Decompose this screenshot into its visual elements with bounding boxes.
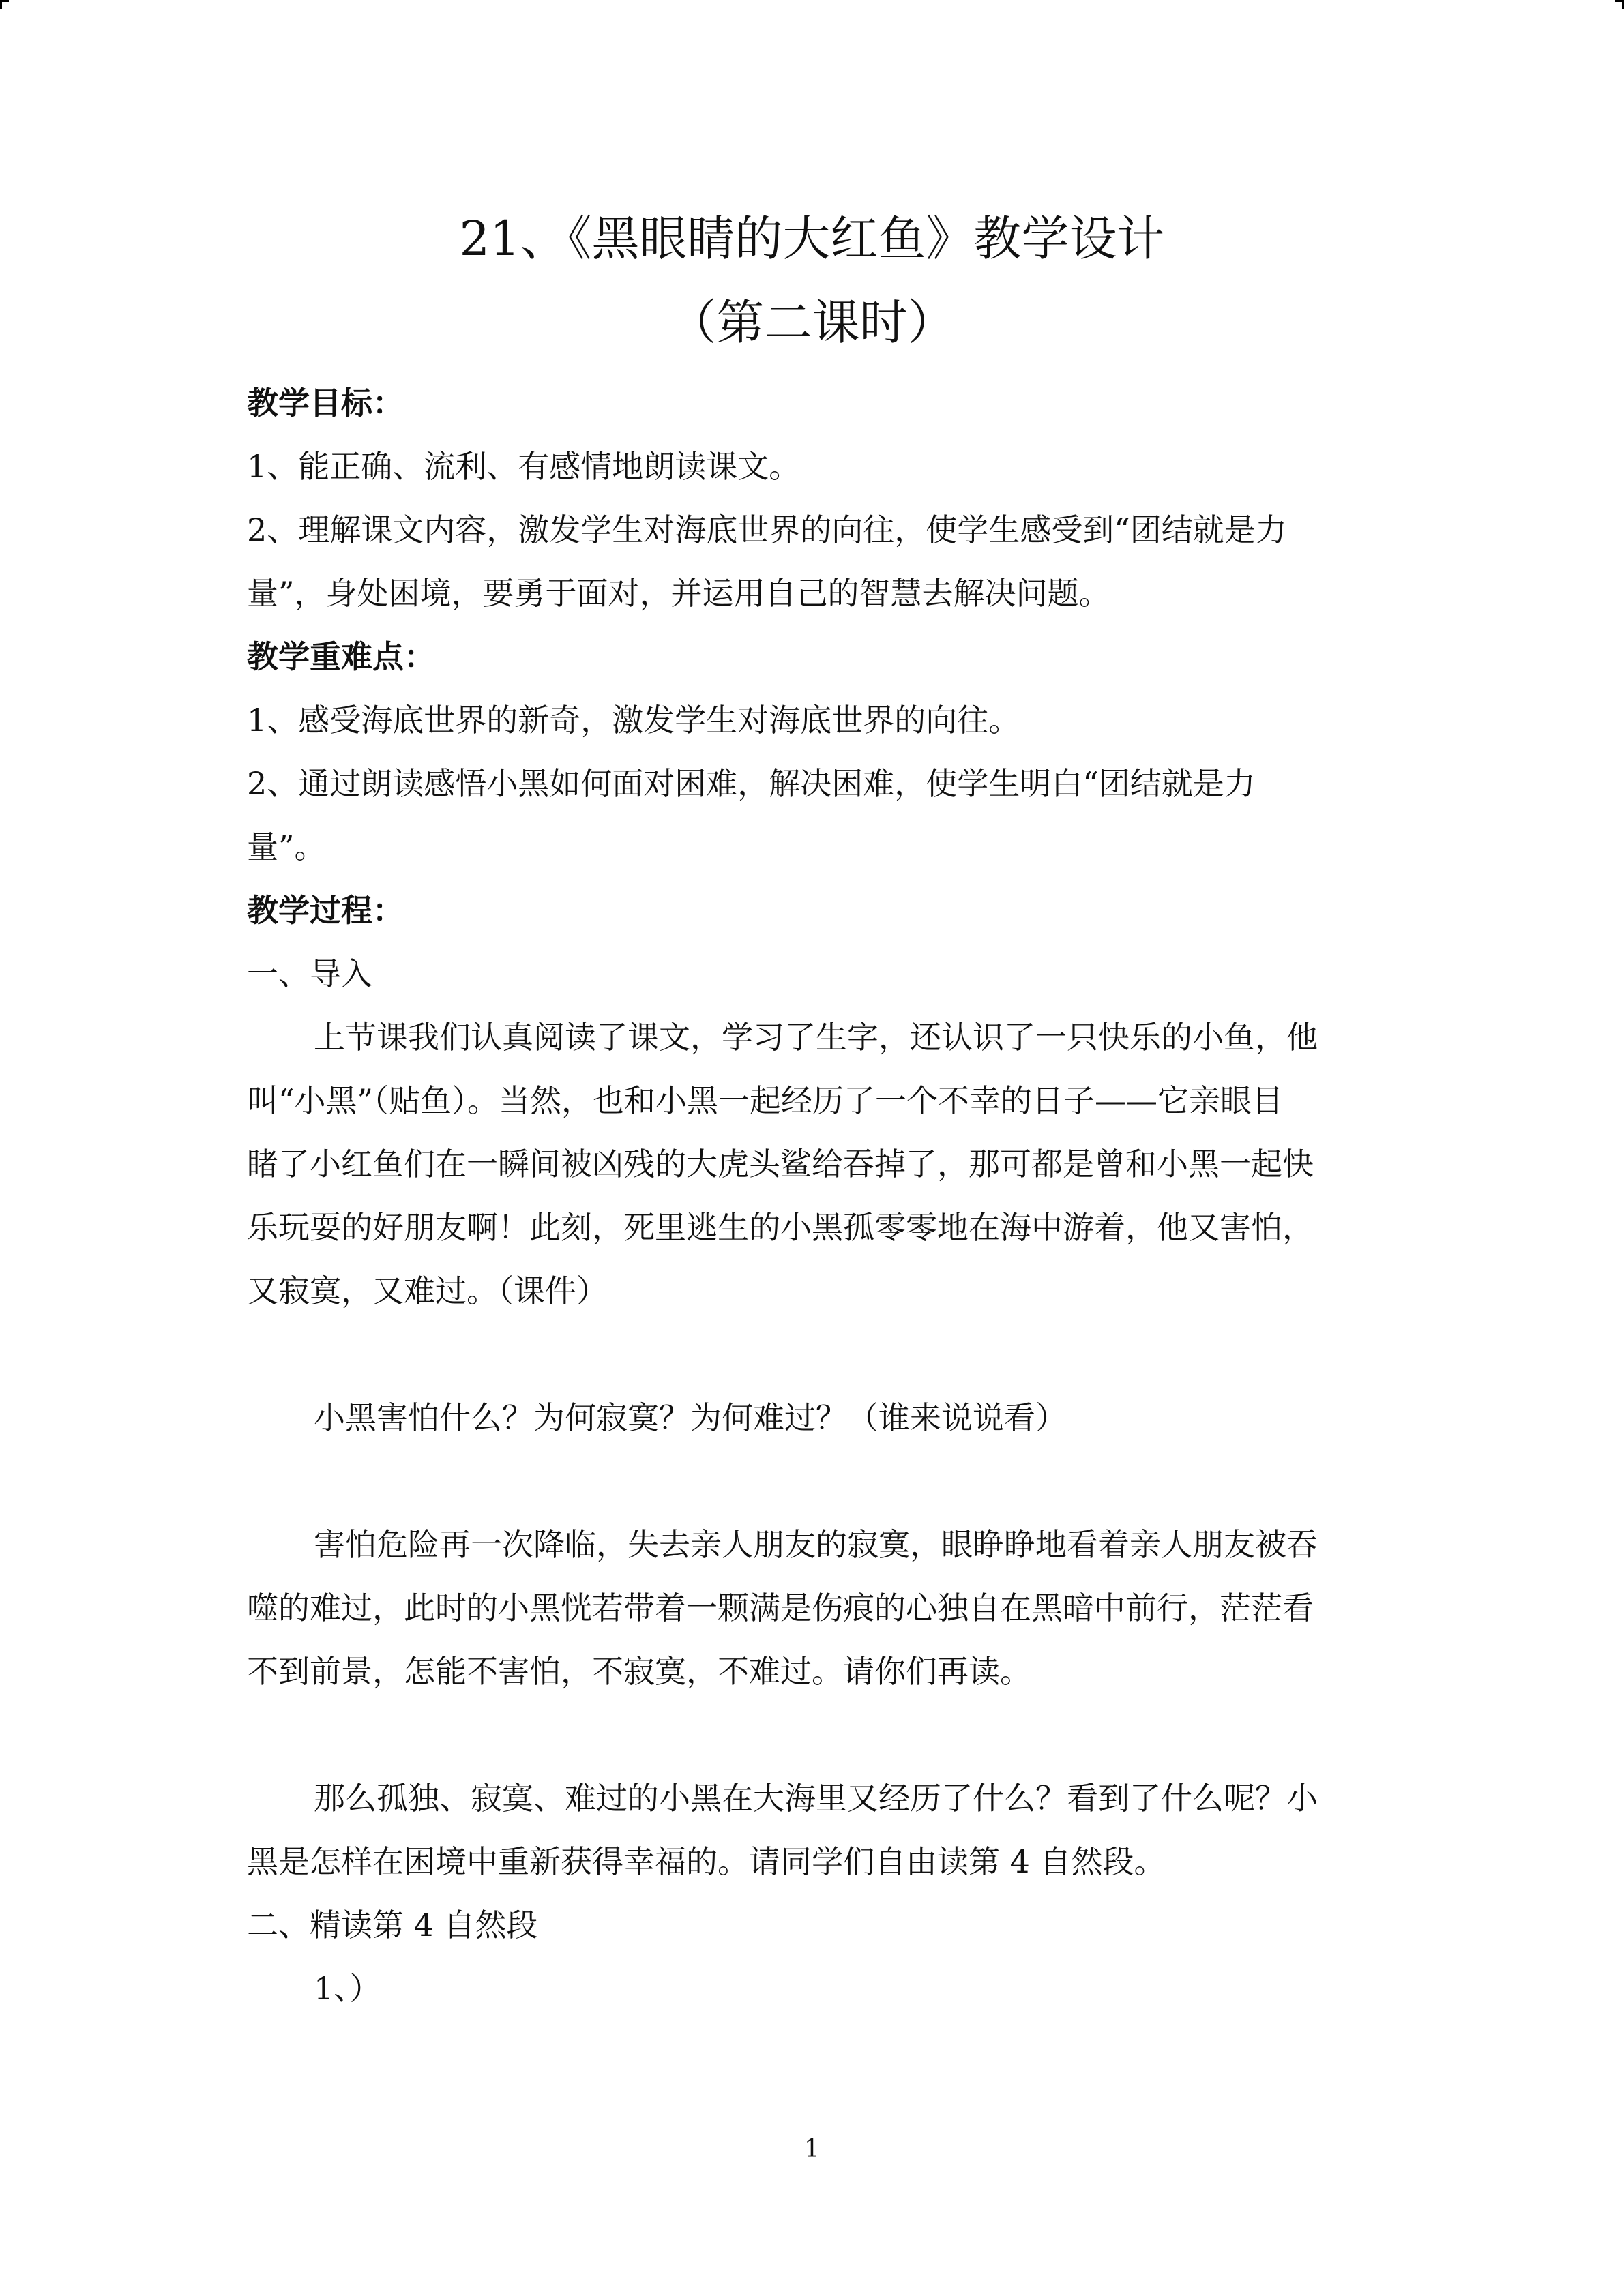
- page-corner-mark: [0, 0, 9, 9]
- blank-line: [247, 1450, 1365, 1513]
- document-body: [247, 372, 1365, 2021]
- document-title: 21、《黑眼睛的大红鱼》教学设计: [459, 211, 1165, 267]
- key-point-item: 1、感受海底世界的新奇，激发学生对海底世界的向往。: [247, 702, 1020, 739]
- paragraph-line: 那么孤独、寂寞、难过的小黑在大海里又经历了什么？看到了什么呢？小: [314, 1780, 1318, 1817]
- key-points-heading: 教学重难点：: [247, 638, 435, 675]
- paragraph-line: 不到前景，怎能不害怕，不寂寞，不难过。请你们再读。: [247, 1653, 1031, 1690]
- objectives-heading: 教学目标：: [247, 385, 404, 421]
- page-corner-mark: [1615, 0, 1624, 9]
- list-item: 1、）: [314, 1970, 381, 2007]
- objective-item: 2、理解课文内容，激发学生对海底世界的向往，使学生感受到“团结就是力: [247, 511, 1287, 548]
- key-point-item: 2、通过朗读感悟小黑如何面对困难，解决困难，使学生明白“团结就是力: [247, 765, 1256, 802]
- paragraph-line: 上节课我们认真阅读了课文，学习了生字，还认识了一只快乐的小鱼，他: [314, 1019, 1318, 1056]
- paragraph-line: 噬的难过，此时的小黑恍若带着一颗满是伤痕的心独自在黑暗中前行，茫茫看: [247, 1590, 1314, 1626]
- paragraph-line: 又寂寞，又难过。（课件）: [247, 1272, 608, 1309]
- blank-line: [247, 1703, 1365, 1767]
- paragraph-line: 乐玩耍的好朋友啊！此刻，死里逃生的小黑孤零零地在海中游着，他又害怕，: [247, 1209, 1314, 1246]
- objective-item: 1、能正确、流利、有感情地朗读课文。: [247, 448, 801, 485]
- page-number: 1: [804, 2135, 820, 2163]
- blank-line: [247, 1323, 1365, 1386]
- objective-item-continued: 量”，身处困境，要勇于面对，并运用自己的智慧去解决问题。: [247, 575, 1110, 612]
- paragraph-line: 黑是怎样在困境中重新获得幸福的。请同学们自由读第 4 自然段。: [247, 1843, 1166, 1880]
- paragraph-line: 害怕危险再一次降临，失去亲人朋友的寂寞，眼睁睁地看着亲人朋友被吞: [314, 1526, 1318, 1563]
- paragraph-line: 睹了小红鱼们在一瞬间被凶残的大虎头鲨给吞掉了，那可都是曾和小黑一起快: [247, 1146, 1314, 1182]
- paragraph-line: 叫“小黑”（贴鱼）。当然，也和小黑一起经历了一个不幸的日子——它亲眼目: [247, 1082, 1284, 1119]
- document-subtitle: （第二课时）: [668, 295, 956, 351]
- section-title: 一、导入: [247, 955, 372, 992]
- paragraph-line: 小黑害怕什么？为何寂寞？为何难过？（谁来说说看）: [314, 1399, 1067, 1436]
- section-title: 二、精读第 4 自然段: [247, 1907, 538, 1943]
- process-heading: 教学过程：: [247, 892, 404, 929]
- key-point-item-continued: 量”。: [247, 829, 326, 865]
